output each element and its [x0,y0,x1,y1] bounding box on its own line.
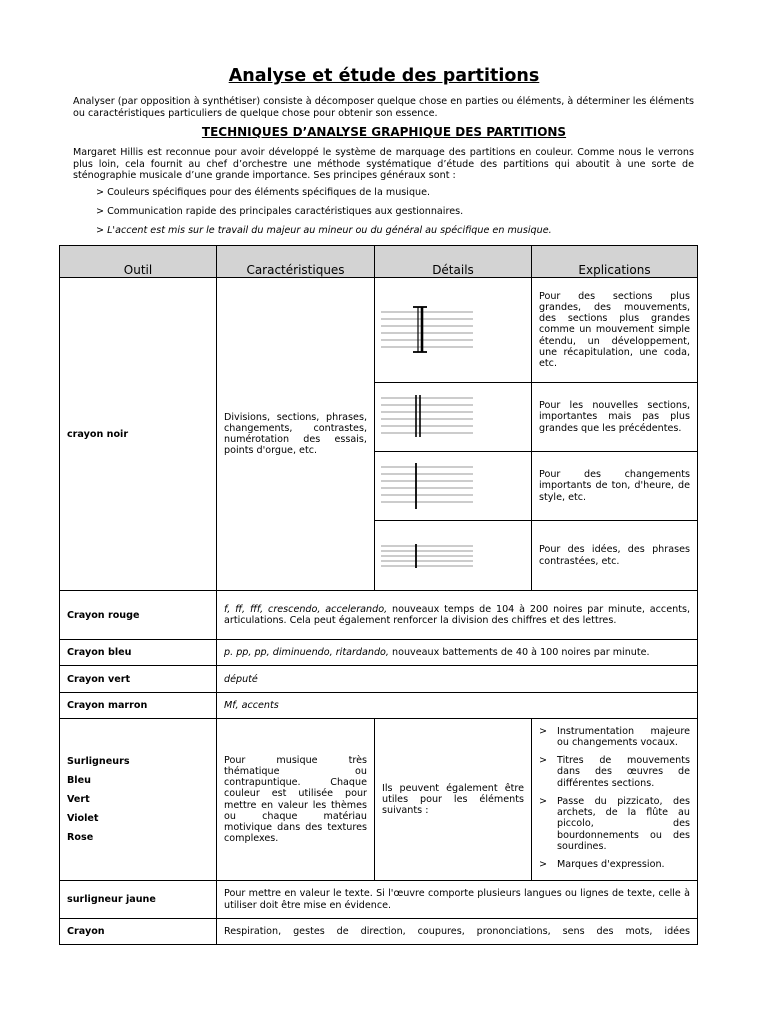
stave-icon-cell [375,383,532,452]
table-header-row [60,246,698,278]
tool-crayon-noir: crayon noir [60,278,217,591]
list-item [539,796,690,852]
crayon-noir-characteristics: Divisions, sections, phrases, changements, contrastes, numérotation des essais, points d'orgue, etc. [217,278,375,591]
tool-surligneurs [60,719,217,881]
principle-item: > Couleurs spécifiques pour des éléments spécifiques de la musique. [96,187,431,198]
stave-icon-cell [375,521,532,591]
table-row [60,666,698,693]
dynamics-italic: p. pp, pp, diminuendo, ritardando, [224,647,389,658]
crayon-marron-text: Mf, accents [217,693,698,719]
header-explications: Explications [532,246,698,278]
list-item-text: Passe du pizzicato, des archets, de la flûte au piccolo, des bourdonnements ou des sourdines. [557,795,690,852]
tool-color-bleu: Bleu [67,775,91,786]
tool-color-vert: Vert [67,794,90,805]
section-title: TECHNIQUES D’ANALYSE GRAPHIQUE DES PARTITIONS [201,125,567,139]
explanation-1: Pour des sections plus grandes, des mouvements, des sections plus grandes comme un mouvement simple étendu, un développement, une récapitulation, une coda, etc. [532,278,698,383]
list-item [539,859,690,870]
tool-surligneurs-label: Surligneurs [67,756,130,767]
explanation-2: Pour les nouvelles sections, importantes mais pas plus grandes que les précédentes. [532,383,698,452]
list-item-text: Instrumentation majeure ou changements vocaux. [557,725,690,749]
double-bar-stave-icon [381,305,473,355]
tool-crayon-bleu: Crayon bleu [60,640,217,666]
tool-color-violet: Violet [67,813,99,824]
table-row [60,640,698,666]
dynamics-italic: f, ff, fff, crescendo, accelerando, [224,603,388,615]
bullet-marker: > [539,755,548,767]
intro-paragraph: Analyser (par opposition à synthétiser) consiste à décomposer quelque chose en parties ou éléments, à déterminer les éléments ou caractéristiques particuliers de quelque chose pour obtenir son essence. [73,96,694,119]
page-title: Analyse et étude des partitions [228,66,540,86]
tool-crayon-marron: Crayon marron [60,693,217,719]
header-outil: Outil [60,246,217,278]
crayon-bleu-rest: nouveaux battements de 40 à 100 noires par minute. [388,647,650,658]
explanation-3: Pour des changements importants de ton, d'heure, de style, etc. [532,452,698,521]
principles-list [96,187,696,244]
table-row [60,719,698,881]
table-row [60,693,698,719]
crayon-bleu-text [217,640,698,666]
list-item [539,755,690,789]
surligneur-jaune-text: Pour mettre en valeur le texte. Si l'œuvre comporte plusieurs langues ou lignes de texte, celle à utiliser doit être mise en évidence. [217,881,698,919]
table-row [60,278,698,383]
surligneurs-explanations [532,719,698,881]
principle-item: > Communication rapide des principales caractéristiques aux gestionnaires. [96,206,464,217]
list-item-text: Titres de mouvements dans des œuvres de différentes sections. [557,755,690,789]
thin-double-bar-stave-icon [381,394,473,440]
bullet-marker: > [539,725,548,737]
crayon-vert-text: député [217,666,698,693]
bullet-marker: > [539,795,548,807]
stave-icon-cell [375,278,532,383]
tool-crayon-rouge: Crayon rouge [60,591,217,640]
header-details: Détails [375,246,532,278]
surligneurs-characteristics: Pour musique très thématique ou contrapuntique. Chaque couleur est utilisée pour mettre en valeur les thèmes ou chaque matériau motivique dans des textures complexes. [217,719,375,881]
short-bar-stave-icon [381,538,473,574]
tool-surligneur-jaune: surligneur jaune [60,881,217,919]
table-row [60,591,698,640]
surligneurs-list [539,726,690,870]
single-bar-stave-icon [381,463,473,509]
stave-icon-cell [375,452,532,521]
list-item-text: Marques d'expression. [557,858,665,870]
crayon-text: Respiration, gestes de direction, coupures, prononciations, sens des mots, idées [217,919,698,945]
explanation-4: Pour des idées, des phrases contrastées, etc. [532,521,698,591]
bullet-marker: > [539,858,548,870]
table-row [60,881,698,919]
header-caracteristiques: Caractéristiques [217,246,375,278]
principle-item: > L'accent est mis sur le travail du majeur au mineur ou du général au spécifique en musique. [96,225,552,236]
crayon-rouge-rest: nouveaux temps de 104 à 200 noires par minute, accents, articulations. Cela peut également renforcer la division des chiffres et des lettres. [224,603,690,626]
crayon-rouge-text [217,591,698,640]
tool-color-rose: Rose [67,832,94,843]
table-row [60,919,698,945]
analysis-table [59,245,698,945]
tool-crayon: Crayon [60,919,217,945]
tool-crayon-vert: Crayon vert [60,666,217,693]
hillis-paragraph: Margaret Hillis est reconnue pour avoir développé le système de marquage des partitions en couleur. Comme nous le verrons plus loin, cela fournit au chef d’orchestre une méthode systématique d’étude des partitions qui aboutit à une sorte de sténographie musicale d’une grande importance. Ses principes généraux sont : [73,147,694,182]
list-item [539,726,690,748]
surligneurs-details: Ils peuvent également être utiles pour les éléments suivants : [375,719,532,881]
